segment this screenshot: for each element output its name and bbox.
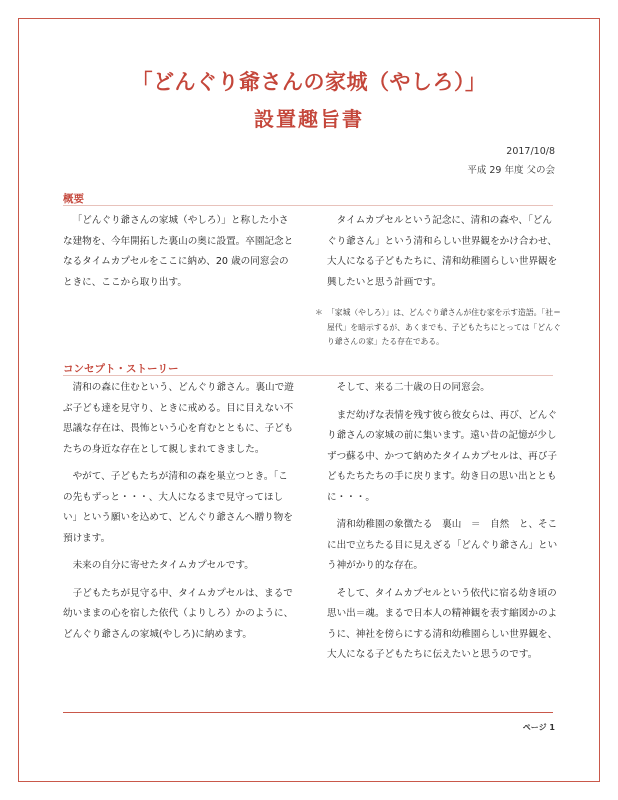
document-title: 「どんぐり爺さんの家城（やしろ）」 xyxy=(131,70,487,94)
paragraph: やがて、子どもたちが清和の森を巣立つとき。「この先もずっと・・・、大人になるまで見守ってほしい」という願いを込めて、どんぐり爺さんへ贈り物を預けます。 xyxy=(63,471,293,544)
concept-right-column xyxy=(327,378,559,673)
paragraph: タイムカプセルという記念に、清和の森や、「どんぐり爺さん」という清和らしい世界観をかけ合わせ、大人になる子どもたちに、清和幼稚園らしい世界観を興したいと思う計画です。 xyxy=(327,215,558,288)
overview-left-column xyxy=(63,211,295,300)
section-divider xyxy=(63,205,553,206)
document-date: 2017/10/8 xyxy=(506,146,555,157)
section-heading-concept: コンセプト・ストーリー xyxy=(63,363,179,375)
paragraph: 「どんぐり爺さんの家城（やしろ）」と称した小さな建物を、今年開拓した裏山の奥に設置。卒園記念となるタイムカプセルをここに納め、20 歳の同窓会のときに、ここから取り出す。 xyxy=(63,215,294,288)
overview-right-column xyxy=(327,211,559,300)
footer-divider xyxy=(63,712,553,713)
footnote xyxy=(315,306,565,350)
paragraph: 子どもたちが見守る中、タイムカプセルは、まるで幼いままの心を宿した依代（よりしろ）かのように、どんぐり爺さんの家城(やしろ)に納めます。 xyxy=(63,587,294,640)
section-heading-overview: 概要 xyxy=(63,193,84,205)
footnote-text: 「家城（やしろ）」は、どんぐり爺さんが住む家を示す造語。「社＝屋代」を暗示するが、あくまでも、子どもたちにとっては「どんぐり爺さんの家」たる存在である。 xyxy=(327,308,561,346)
document-organization: 平成 29 年度 父の会 xyxy=(467,165,555,176)
paragraph: まだ幼げな表情を残す彼ら彼女らは、再び、どんぐり爺さんの家城の前に集います。遠い昔の記憶が少しずつ蘇る中、かつて納めたタイムカプセルは、再び子どもたちたちの手に戻ります。幼き日の思い出とともに・・・。 xyxy=(327,409,557,503)
concept-left-column xyxy=(63,378,295,652)
paragraph: そして、タイムカプセルという依代に宿る幼き頃の思い出＝魂。まるで日本人の精神観を表す縮図かのように、神社を傍らにする清和幼稚園らしい世界観を、大人になる子どもたちに伝えたいと思うのです。 xyxy=(327,587,558,660)
document-subtitle: 設置趣旨書 xyxy=(254,107,364,131)
paragraph: 清和の森に住むという、どんぐり爺さん。裏山で遊ぶ子ども達を見守り、ときに戒める。目に目えない不思議な存在は、畏怖という心を育むとともに、子どもたちの身近な存在として親しまれてきました。 xyxy=(63,382,294,455)
paragraph: 清和幼稚園の象徴たる 裏山 ＝ 自然 と、そこに出で立ちたる目に見えざる「どんぐり爺さん」という神がかり的な存在。 xyxy=(327,519,558,571)
paragraph: 未来の自分に寄せたタイムカプセルです。 xyxy=(72,560,254,571)
footnote-mark: ＊ xyxy=(315,308,323,317)
section-divider xyxy=(63,375,553,376)
paragraph: そして、来る二十歳の日の同窓会。 xyxy=(336,382,490,393)
page-number: ページ 1 xyxy=(522,723,555,732)
